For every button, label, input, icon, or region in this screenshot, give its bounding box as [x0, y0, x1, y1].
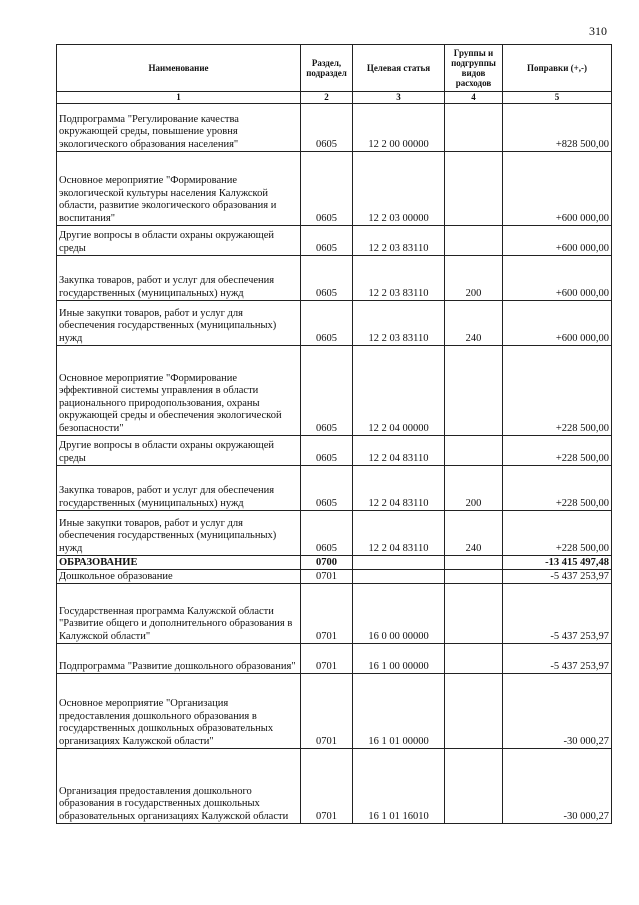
row-amount: -5 437 253,97: [503, 584, 612, 644]
row-name: ОБРАЗОВАНИЕ: [57, 556, 301, 570]
row-section: 0605: [301, 436, 353, 466]
table-row: [57, 466, 612, 511]
row-section: 0701: [301, 584, 353, 644]
column-number: 4: [445, 92, 503, 104]
row-article: 12 2 03 83110: [353, 301, 445, 346]
column-number-row: [57, 92, 612, 104]
row-name: Основное мероприятие "Формирование эффективной системы управления в области рационального природопользования, охраны окружающей среды и обеспечения экологической безопасности": [57, 346, 301, 436]
column-number: 5: [503, 92, 612, 104]
row-article: 16 1 00 00000: [353, 644, 445, 674]
row-amount: +228 500,00: [503, 346, 612, 436]
table-row: [57, 674, 612, 749]
row-group: 240: [445, 301, 503, 346]
row-name: Закупка товаров, работ и услуг для обеспечения государственных (муниципальных) нужд: [57, 256, 301, 301]
row-section: 0605: [301, 104, 353, 152]
table-header-row: [57, 45, 612, 92]
table-row: [57, 226, 612, 256]
row-amount: +600 000,00: [503, 301, 612, 346]
row-name: Дошкольное образование: [57, 570, 301, 584]
row-group: 240: [445, 511, 503, 556]
row-article: 12 2 04 83110: [353, 511, 445, 556]
row-name: Иные закупки товаров, работ и услуг для обеспечения государственных (муниципальных) нужд: [57, 301, 301, 346]
row-amount: -30 000,27: [503, 674, 612, 749]
row-name: Подпрограмма "Развитие дошкольного образования": [57, 644, 301, 674]
column-number: 1: [57, 92, 301, 104]
row-section: 0605: [301, 256, 353, 301]
row-name: Иные закупки товаров, работ и услуг для обеспечения государственных (муниципальных) нужд: [57, 511, 301, 556]
row-name: Другие вопросы в области охраны окружающей среды: [57, 226, 301, 256]
row-group: [445, 104, 503, 152]
header-name: Наименование: [57, 45, 301, 92]
row-group: [445, 644, 503, 674]
row-section: 0605: [301, 301, 353, 346]
row-section: 0701: [301, 644, 353, 674]
row-amount: -5 437 253,97: [503, 570, 612, 584]
header-article: Целевая статья: [353, 45, 445, 92]
row-name: Организация предоставления дошкольного образования в государственных дошкольных образовательных организациях Калужской области: [57, 749, 301, 824]
row-group: [445, 152, 503, 226]
budget-amendments-table: [56, 44, 612, 824]
row-section: 0700: [301, 556, 353, 570]
row-article: [353, 570, 445, 584]
header-section: Раздел, подраздел: [301, 45, 353, 92]
table-row: [57, 436, 612, 466]
row-name: Государственная программа Калужской области "Развитие общего и дополнительного образования в Калужской области": [57, 584, 301, 644]
row-article: 12 2 03 00000: [353, 152, 445, 226]
row-section: 0605: [301, 346, 353, 436]
page-number: 310: [589, 24, 607, 38]
row-group: [445, 749, 503, 824]
row-name: Основное мероприятие "Организация предоставления дошкольного образования в государственных дошкольных образовательных организациях Калужской области": [57, 674, 301, 749]
row-article: 12 2 00 00000: [353, 104, 445, 152]
header-amount: Поправки (+,-): [503, 45, 612, 92]
row-group: [445, 226, 503, 256]
row-article: 16 0 00 00000: [353, 584, 445, 644]
table-row: [57, 152, 612, 226]
row-amount: -30 000,27: [503, 749, 612, 824]
table-row: [57, 346, 612, 436]
row-group: [445, 674, 503, 749]
row-article: 12 2 04 00000: [353, 346, 445, 436]
table-row: [57, 256, 612, 301]
row-amount: +228 500,00: [503, 511, 612, 556]
row-name: Другие вопросы в области охраны окружающей среды: [57, 436, 301, 466]
column-number: 2: [301, 92, 353, 104]
row-group: 200: [445, 256, 503, 301]
row-article: 12 2 04 83110: [353, 436, 445, 466]
row-amount: +600 000,00: [503, 152, 612, 226]
row-amount: +828 500,00: [503, 104, 612, 152]
row-article: 16 1 01 16010: [353, 749, 445, 824]
row-amount: +600 000,00: [503, 226, 612, 256]
table-row: [57, 749, 612, 824]
row-article: 12 2 04 83110: [353, 466, 445, 511]
table-row: [57, 104, 612, 152]
row-group: [445, 436, 503, 466]
row-section: 0701: [301, 749, 353, 824]
table-row: [57, 301, 612, 346]
column-number: 3: [353, 92, 445, 104]
row-section: 0605: [301, 226, 353, 256]
row-group: [445, 556, 503, 570]
table-row: [57, 644, 612, 674]
row-section: 0605: [301, 152, 353, 226]
row-amount: -13 415 497,48: [503, 556, 612, 570]
row-section: 0701: [301, 570, 353, 584]
row-name: Закупка товаров, работ и услуг для обеспечения государственных (муниципальных) нужд: [57, 466, 301, 511]
row-amount: +228 500,00: [503, 436, 612, 466]
row-group: 200: [445, 466, 503, 511]
header-groups: Группы и подгруппы видов расходов: [445, 45, 503, 92]
table-row: [57, 570, 612, 584]
table-row-section-total: [57, 556, 612, 570]
table-row: [57, 584, 612, 644]
row-article: 12 2 03 83110: [353, 226, 445, 256]
row-amount: +228 500,00: [503, 466, 612, 511]
row-amount: +600 000,00: [503, 256, 612, 301]
row-article: 16 1 01 00000: [353, 674, 445, 749]
row-section: 0701: [301, 674, 353, 749]
row-name: Основное мероприятие "Формирование экологической культуры населения Калужской области, развитие экологического образования и воспитания": [57, 152, 301, 226]
row-group: [445, 346, 503, 436]
table-row: [57, 511, 612, 556]
row-name: Подпрограмма "Регулирование качества окружающей среды, повышение уровня экологического образования населения": [57, 104, 301, 152]
row-article: [353, 556, 445, 570]
row-group: [445, 584, 503, 644]
row-section: 0605: [301, 466, 353, 511]
row-amount: -5 437 253,97: [503, 644, 612, 674]
row-section: 0605: [301, 511, 353, 556]
row-article: 12 2 03 83110: [353, 256, 445, 301]
row-group: [445, 570, 503, 584]
